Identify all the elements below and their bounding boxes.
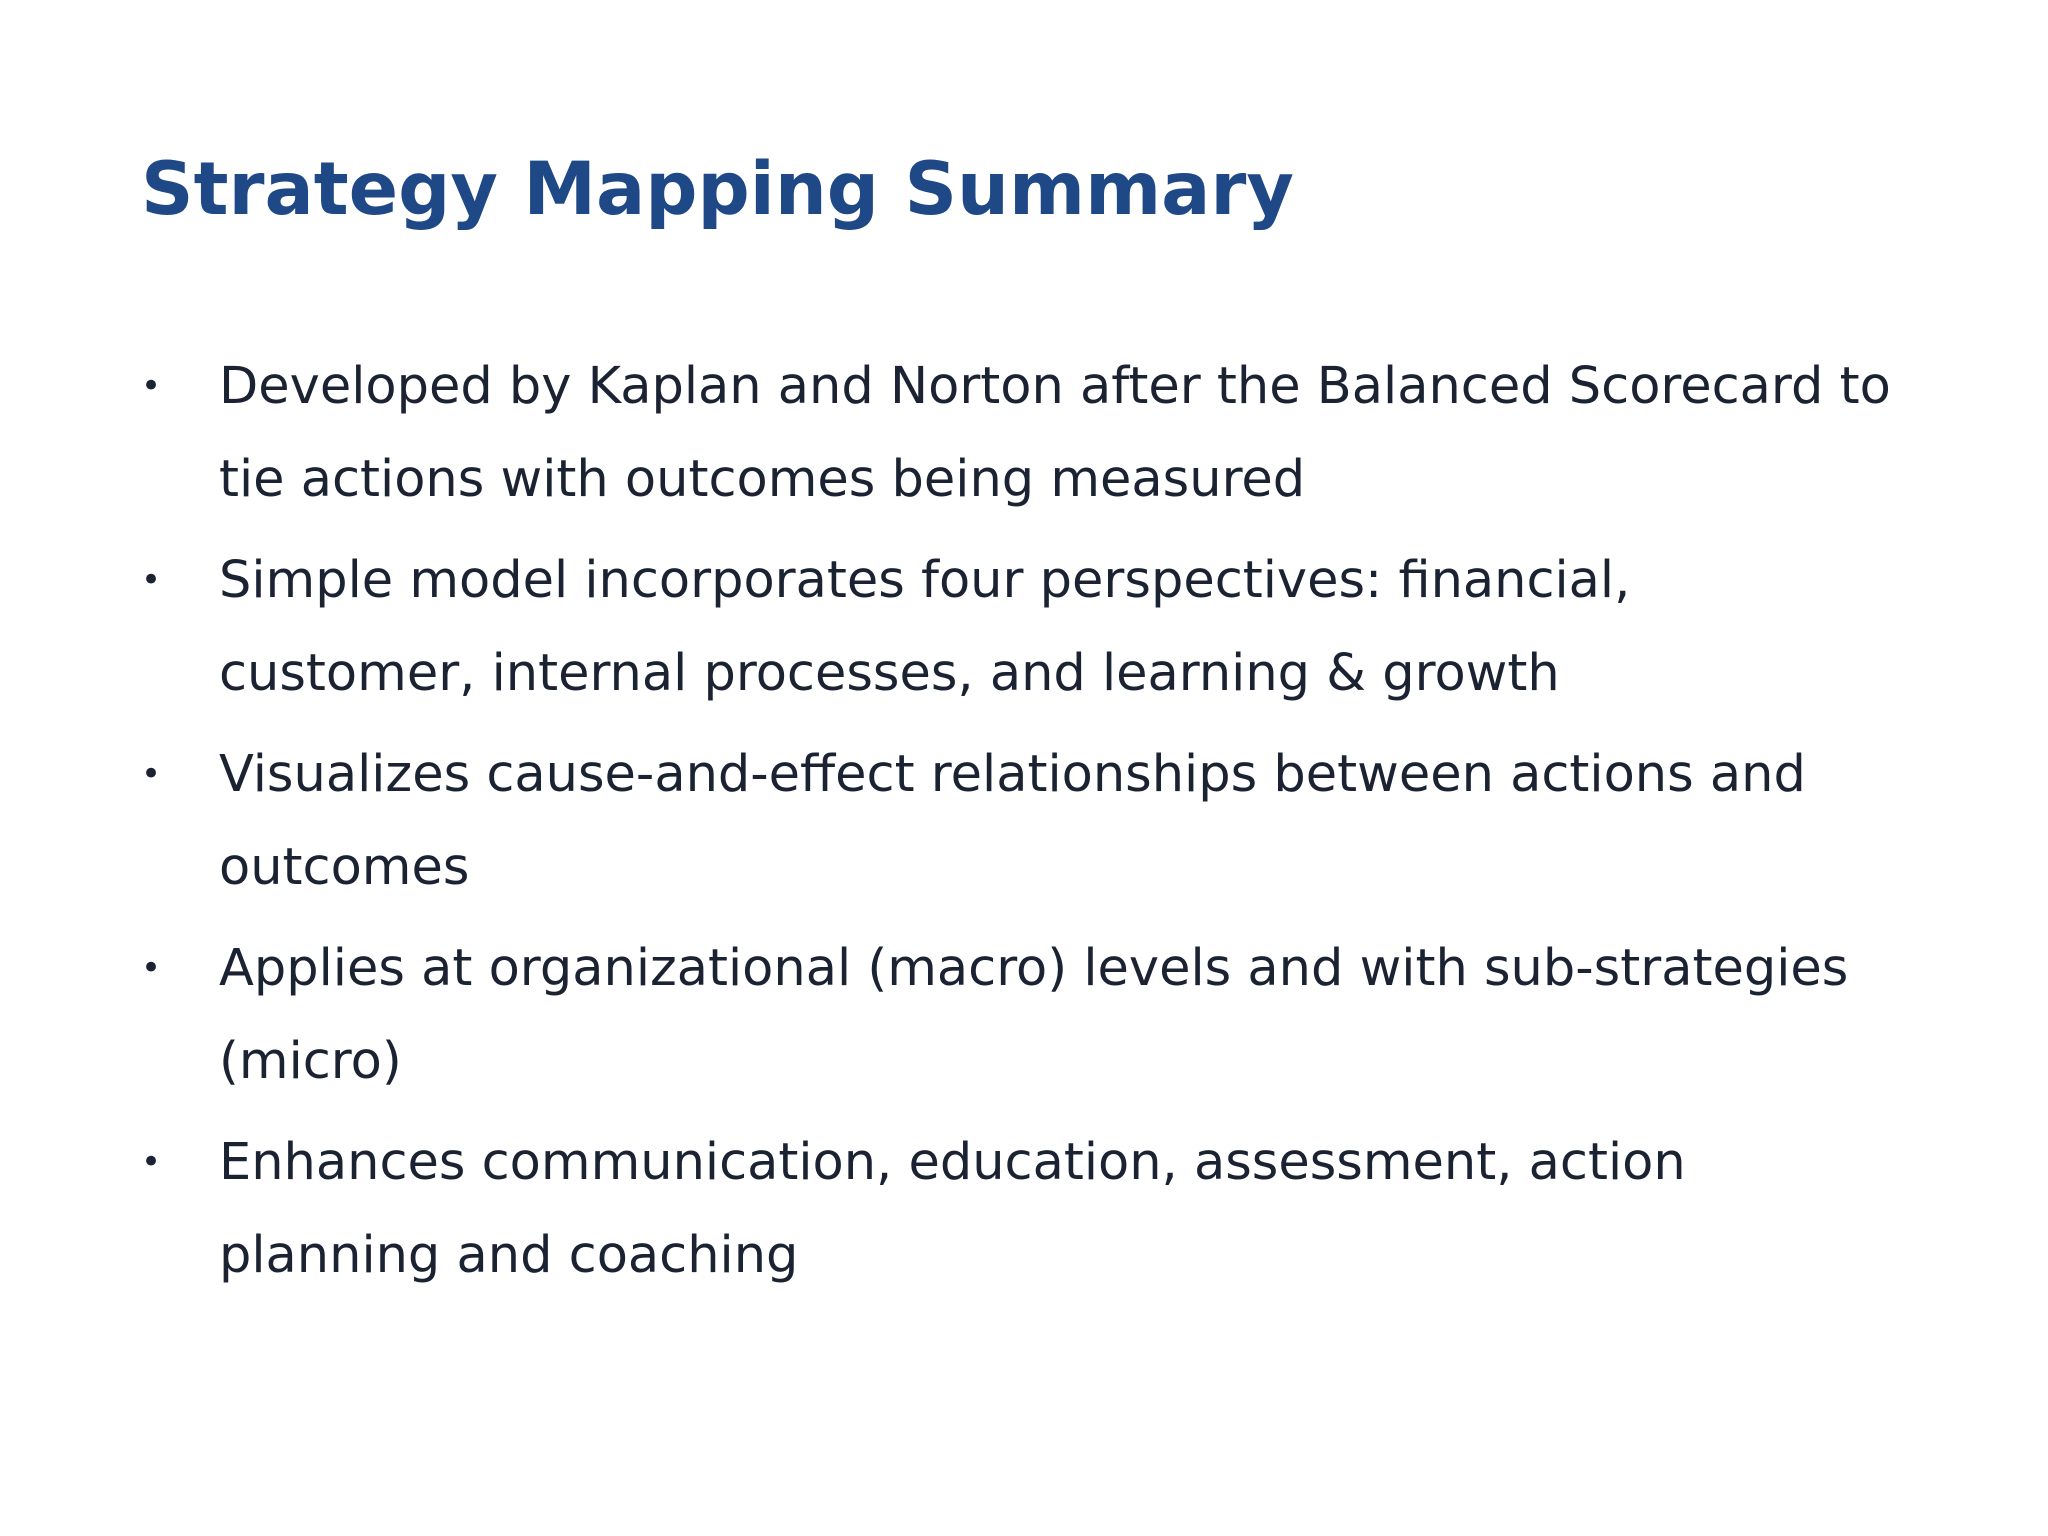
bullet-text-enhances: Enhances communication, education, assessment, action planning and coaching: [219, 1133, 1686, 1285]
bullet-icon: •: [141, 560, 162, 600]
slide-title: Strategy Mapping Summary: [141, 147, 1294, 232]
bullet-text-developed-by: Developed by Kaplan and Norton after the Balanced Scorecard to tie actions with outcomes being measured: [219, 357, 1891, 509]
bullet-icon: •: [141, 948, 162, 988]
bullet-text-cause-and-effect: Visualizes cause-and-effect relationships between actions and outcomes: [219, 745, 1806, 897]
list-item: [141, 340, 1901, 526]
list-item: [141, 1116, 1901, 1302]
bullet-text-macro-micro: Applies at organizational (macro) levels and with sub-strategies (micro): [219, 939, 1849, 1091]
bullet-list: [141, 340, 1901, 1310]
list-item: [141, 534, 1901, 720]
bullet-text-four-perspectives: Simple model incorporates four perspectives: financial, customer, internal processes, and learning & growth: [219, 551, 1631, 703]
list-item: [141, 728, 1901, 914]
bullet-icon: •: [141, 1142, 162, 1182]
list-item: [141, 922, 1901, 1108]
bullet-icon: •: [141, 366, 162, 406]
bullet-icon: •: [141, 754, 162, 794]
